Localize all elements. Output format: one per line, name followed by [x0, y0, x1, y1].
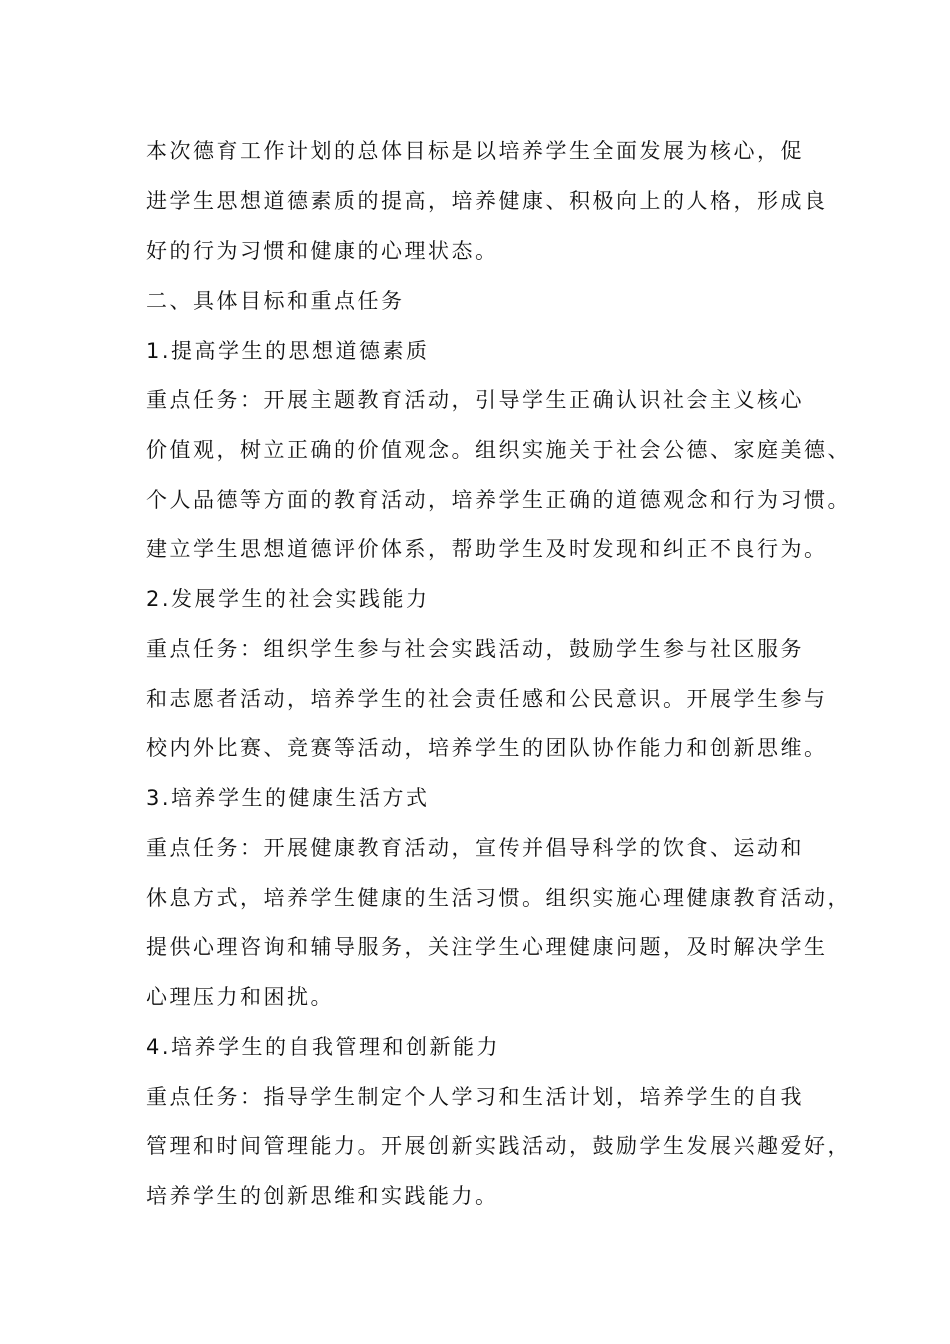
- subsection-heading: 3.培养学生的健康生活方式: [146, 786, 430, 810]
- paragraph-line: 管理和时间管理能力。开展创新实践活动，鼓励学生发展兴趣爱好，: [146, 1134, 851, 1158]
- paragraph-line: 休息方式，培养学生健康的生活习惯。组织实施心理健康教育活动，: [146, 886, 851, 910]
- paragraph-line: 好的行为习惯和健康的心理状态。: [146, 239, 499, 263]
- section-heading: 二、具体目标和重点任务: [146, 289, 405, 313]
- paragraph-line: 重点任务：开展主题教育活动，引导学生正确认识社会主义核心: [146, 388, 804, 412]
- paragraph-line: 进学生思想道德素质的提高，培养健康、积极向上的人格，形成良: [146, 189, 828, 213]
- paragraph-line: 校内外比赛、竞赛等活动，培养学生的团队协作能力和创新思维。: [146, 736, 828, 760]
- paragraph-line: 个人品德等方面的教育活动，培养学生正确的道德观念和行为习惯。: [146, 488, 851, 512]
- subsection-heading: 2.发展学生的社会实践能力: [146, 587, 430, 611]
- paragraph-line: 提供心理咨询和辅导服务，关注学生心理健康问题，及时解决学生: [146, 935, 828, 959]
- paragraph-line: 本次德育工作计划的总体目标是以培养学生全面发展为核心，促: [146, 139, 804, 163]
- subsection-heading: 4.培养学生的自我管理和创新能力: [146, 1035, 501, 1059]
- paragraph-line: 重点任务：开展健康教育活动，宣传并倡导科学的饮食、运动和: [146, 836, 804, 860]
- subsection-heading: 1.提高学生的思想道德素质: [146, 339, 430, 363]
- paragraph-line: 和志愿者活动，培养学生的社会责任感和公民意识。开展学生参与: [146, 687, 828, 711]
- paragraph-line: 培养学生的创新思维和实践能力。: [146, 1184, 499, 1208]
- paragraph-line: 心理压力和困扰。: [146, 985, 334, 1009]
- paragraph-line: 价值观，树立正确的价值观念。组织实施关于社会公德、家庭美德、: [146, 438, 851, 462]
- paragraph-line: 建立学生思想道德评价体系，帮助学生及时发现和纠正不良行为。: [146, 537, 828, 561]
- paragraph-line: 重点任务：指导学生制定个人学习和生活计划，培养学生的自我: [146, 1085, 804, 1109]
- paragraph-line: 重点任务：组织学生参与社会实践活动，鼓励学生参与社区服务: [146, 637, 804, 661]
